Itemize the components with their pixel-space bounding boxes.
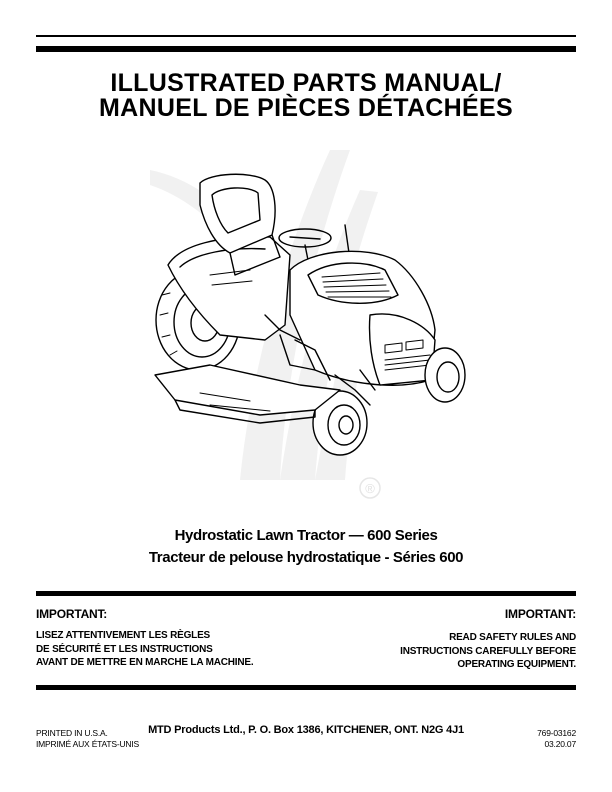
important-en-line-2: INSTRUCTIONS CAREFULLY BEFORE — [400, 645, 576, 657]
part-number: 769-03162 — [537, 728, 576, 738]
important-heading-fr: IMPORTANT: — [36, 607, 108, 621]
registered-mark: ® — [365, 481, 375, 496]
important-fr-line-1: LISEZ ATTENTIVEMENT LES RÈGLES — [36, 630, 211, 641]
lawn-tractor-illustration — [140, 165, 470, 465]
bottom-rule — [36, 685, 576, 690]
important-text-en — [400, 631, 576, 672]
printed-in-en: PRINTED IN U.S.A. — [36, 728, 108, 738]
important-heading-en: IMPORTANT: — [504, 607, 576, 621]
mower-deck — [155, 365, 340, 415]
product-name-fr: Tracteur de pelouse hydrostatique - Séries 600 — [148, 549, 464, 566]
title-line-2: MANUEL DE PIÈCES DÉTACHÉES — [99, 94, 513, 122]
important-fr-line-2: DE SÉCURITÉ ET LES INSTRUCTIONS — [36, 643, 213, 655]
important-en-line-3: OPERATING EQUIPMENT. — [457, 659, 576, 670]
title-line-1: ILLUSTRATED PARTS MANUAL/ — [110, 69, 502, 97]
company-address: MTD Products Ltd., P. O. Box 1386, KITCHENER, ONT. N2G 4J1 — [148, 724, 464, 736]
important-fr-line-3: AVANT DE METTRE EN MARCHE LA MACHINE. — [36, 657, 254, 668]
important-text-fr — [36, 629, 253, 670]
print-date: 03.20.07 — [544, 739, 576, 749]
product-name-en: Hydrostatic Lawn Tractor — 600 Series — [174, 527, 438, 544]
printed-in-fr: IMPRIMÉ AUX ÉTATS-UNIS — [36, 739, 139, 749]
middle-rule — [36, 591, 576, 596]
important-en-line-1: READ SAFETY RULES AND — [449, 632, 576, 643]
